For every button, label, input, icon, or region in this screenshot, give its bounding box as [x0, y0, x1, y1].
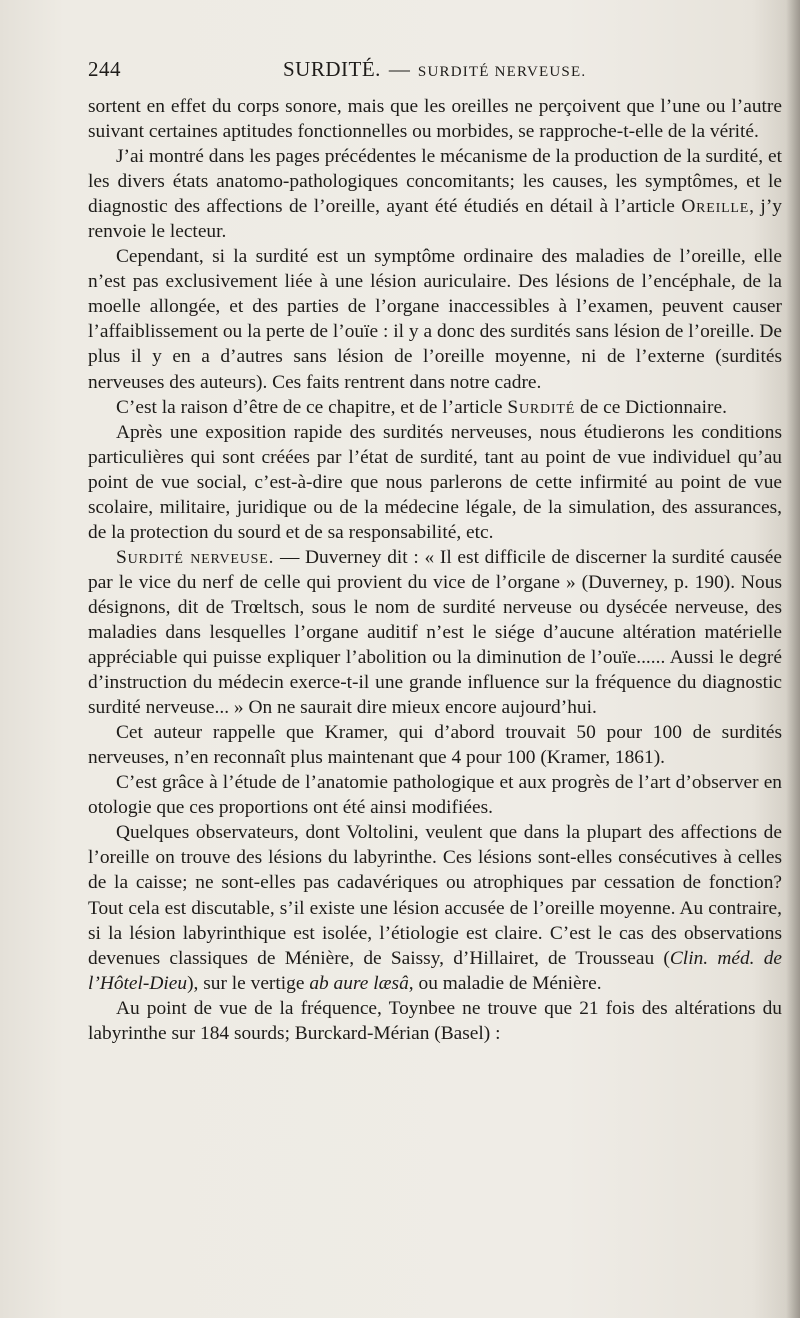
paragraph [88, 144, 782, 244]
paragraph-text: Cet auteur rappelle que Kramer, qui d’abord trouvait 50 pour 100 de surdités nerveuses, n’en reconnaît plus maintenant que 4 pour 100 (Kramer, 1861). [88, 722, 782, 769]
paragraph [88, 720, 782, 770]
paragraph [88, 770, 782, 820]
paragraph [88, 545, 782, 720]
paragraph-text: Au point de vue de la fréquence, Toynbee ne trouve que 21 fois des altérations du labyrinthe sur 184 sourds; Burckard-Mérian (Basel) : [88, 997, 782, 1044]
paragraph [88, 420, 782, 545]
paragraph-text: sortent en effet du corps sonore, mais que les oreilles ne perçoivent que l’une ou l’autre suivant certaines aptitudes fonctionnelles ou morbides, se rapproche-t-elle de la vérité. [88, 96, 782, 143]
paragraph [88, 820, 782, 995]
paragraph-text: Cependant, si la surdité est un symptôme ordinaire des maladies de l’oreille, elle n’est pas exclusivement liée à une lésion auriculaire. Des lésions de l’encéphale, de la moelle allongée, et des parties de l’organe inaccessibles à l’examen, peuvent causer l’affaiblissement ou la perte de l’ouïe : il y a donc des surdités sans lésion de l’oreille. De plus il y en a d’autres sans lésion de l’oreille moyenne, ni de l’externe (surdités nerveuses des auteurs). Ces faits rentrent dans notre cadre. [88, 246, 782, 393]
paragraph-text: ), sur le vertige [187, 972, 310, 994]
paragraph-text: C’est grâce à l’étude de l’anatomie pathologique et aux progrès de l’art d’observer en otologie que ces proportions ont été ainsi modifiées. [88, 772, 782, 819]
italic-term: Clin. méd. de l’Hôtel-Dieu [88, 947, 782, 994]
paragraph-text: de ce Dictionnaire. [575, 396, 727, 418]
running-head-title: SURDITÉ. [283, 57, 381, 81]
italic-term: ab aure læsâ [309, 972, 409, 994]
small-caps-term: Surdité nerveuse. [116, 546, 275, 568]
page-number: 244 [88, 57, 121, 81]
paragraph-text: , ou maladie de Ménière. [408, 972, 602, 994]
paragraph [88, 996, 782, 1046]
paragraph-text: , j’y renvoie le lecteur. [88, 196, 782, 243]
running-head-subtitle: SURDITÉ NERVEUSE. [417, 64, 587, 80]
paragraph-text: C’est la raison d’être de ce chapitre, et de l’article [116, 396, 508, 418]
paragraph [88, 395, 782, 420]
small-caps-term: Surdité [507, 396, 576, 418]
paragraph-text: Après une exposition rapide des surdités nerveuses, nous étudierons les conditions particulières qui sont créées par l’état de surdité, tant au point de vue individuel qu’au point de vue social, c’est-à-dire que nous parlerons de cette infirmité au point de vue scolaire, militaire, juridique ou de la médecine légale, de la simulation, des assurances, de la protection du sourd et de sa responsabilité, etc. [88, 421, 782, 543]
paragraph-text: J’ai montré dans les pages précédentes le mécanisme de la production de la surdité, et les divers états anatomo-pathologiques concomitants; les causes, les symptômes, et le diagnostic des affections de l’oreille, ayant été étudiés en détail à l’article [88, 146, 782, 218]
paragraph [88, 244, 782, 394]
paragraph-text: Quelques observateurs, dont Voltolini, veulent que dans la plupart des affections de l’oreille on trouve des lésions du labyrinthe. Ces lésions sont-elles consécutives à celles de la caisse; ne sont-elles pas cadavériques ou atrophiques par cessation de fonction? Tout cela est discutable, s’il existe une lésion accusée de l’oreille moyenne. Au contraire, si la lésion labyrinthique est isolée, l’étiologie est claire. C’est le cas des observations devenues classiques de Ménière, de Saissy, d’Hillairet, de Trousseau ( [88, 822, 782, 969]
running-head-dash: — [388, 57, 410, 81]
paragraph [88, 94, 782, 144]
page-gutter-shadow [786, 0, 800, 1318]
body-text [88, 94, 782, 1046]
paragraph-text: — Duverney dit : « Il est difficile de discerner la surdité causée par le vice du nerf de celle qui provient du vice de l’organe » (Duverney, p. 190). Nous désignons, dit de Trœltsch, sous le nom de surdité nerveuse ou dysécée nerveuse, des maladies dans lesquelles l’organe auditif n’est le siége d’aucune altération matérielle appréciable qui puisse expliquer l’abolition ou la diminution de l’ouïe...... Aussi le degré d’instruction du médecin exerce-t-il une grande influence sur la fréquence du diagnostic surdité nerveuse... » On ne saurait dire mieux encore aujourd’hui. [88, 546, 782, 719]
page-header [88, 57, 750, 91]
small-caps-term: Oreille [681, 196, 750, 218]
running-head [283, 57, 586, 82]
